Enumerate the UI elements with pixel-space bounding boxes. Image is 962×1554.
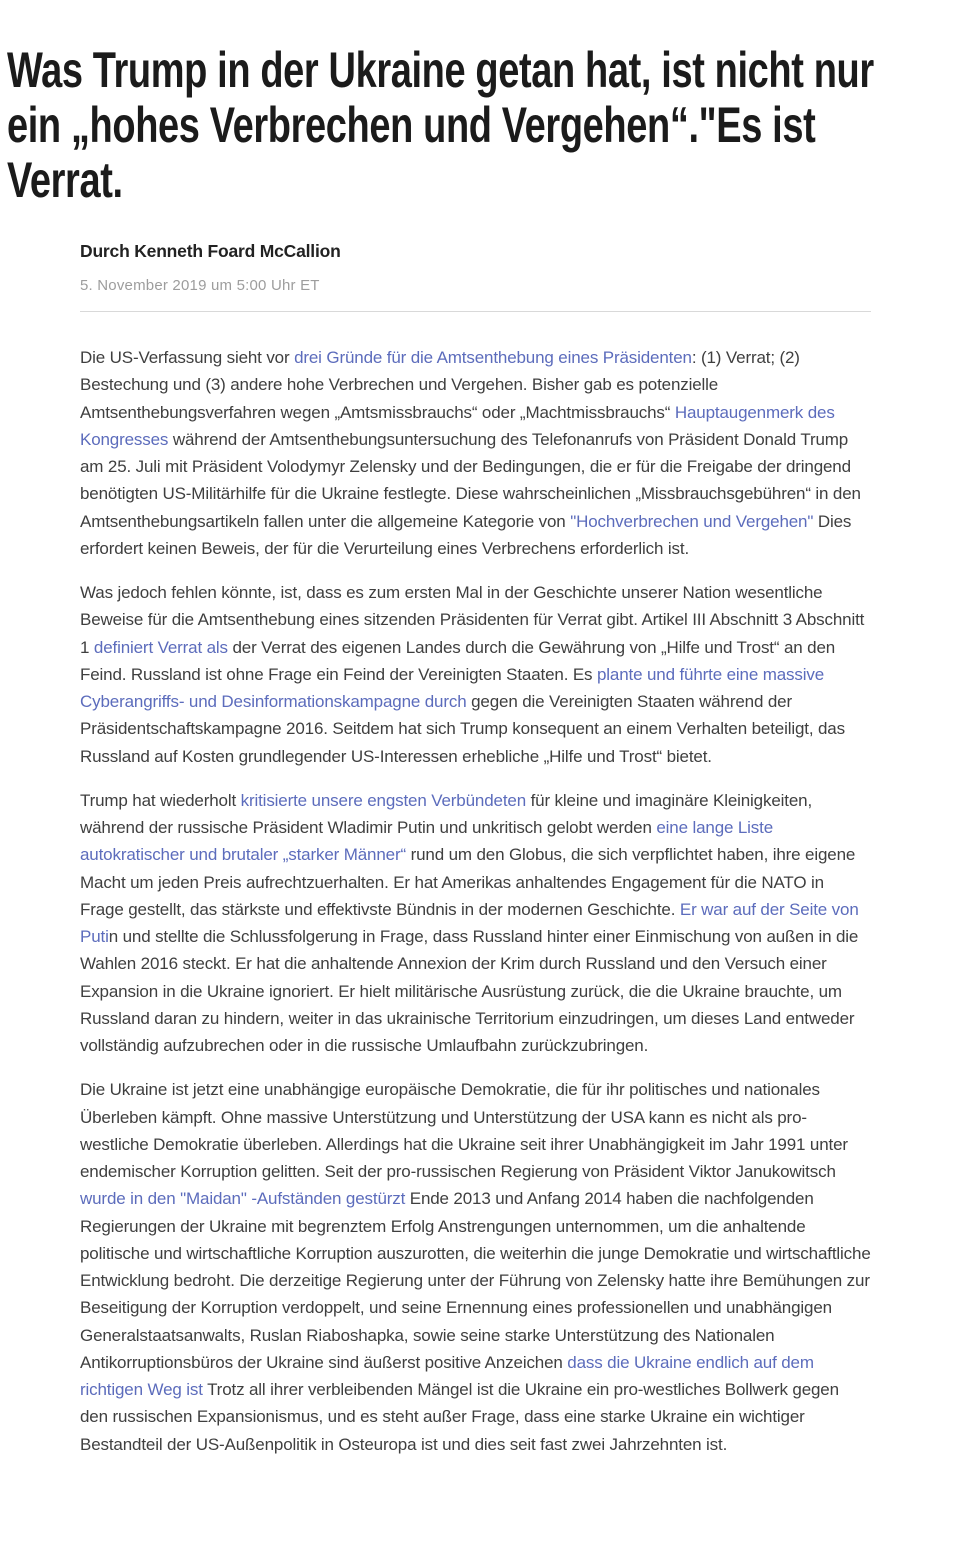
paragraph-text: n und stellte die Schlussfolgerung in Frage, dass Russland hinter einer Einmischung von außen in die Wahlen 2016 steckt. Er hat die anhaltende Annexion der Krim durch Russland und den Versuch einer Expansion in die Ukraine ignoriert. Er hielt militärische Ausrüstung zurück, die die Ukraine brauchte, um Russland daran zu hindern, weiter in das ukrainische Territorium einzudringen, um dieses Land entweder vollständig aufzubrechen oder in die russische Umlaufbahn zurückzubringen. xyxy=(80,927,859,1055)
page-title xyxy=(0,34,962,208)
byline: Durch Kenneth Foard McCallion xyxy=(80,241,341,261)
paragraph-text: Ende 2013 und Anfang 2014 haben die nachfolgenden Regierungen der Ukraine mit begrenztem Erfolg Anstrengungen unternommen, um die anhaltende politische und wirtschaftliche Korruption auszurotten, die weiterhin die junge Demokratie und wirtschaftliche Entwicklung bedroht. Die derzeitige Regierung unter der Führung von Zelensky hatte ihre Bemühungen zur Beseitigung der Korruption verdoppelt, und seine Ernennung eines professionellen und unabhängigen Generalstaatsanwalts, Ruslan Riaboshapka, sowie seine starke Unterstützung des Nationalen Antikorruptionsbüros der Ukraine sind äußerst positive Anzeichen xyxy=(80,1189,871,1372)
inline-link[interactable]: definiert Verrat als xyxy=(93,637,228,657)
inline-link[interactable]: dass die Ukraine endlich auf dem richtigen Weg ist xyxy=(80,1352,814,1399)
paragraph xyxy=(80,1076,871,1458)
inline-link[interactable]: Hauptaugenmerk des Kongresses xyxy=(80,402,835,449)
paragraph-text: Die US-Verfassung sieht vor xyxy=(80,348,295,367)
paragraph-text: der Verrat des eigenen Landes durch die Gewährung von „Hilfe und Trost“ an den Feind. Russland ist ohne Frage ein Feind der Vereinigten Staaten. Es xyxy=(80,637,836,684)
inline-link[interactable]: kritisierte unsere engsten Verbündeten xyxy=(240,790,527,810)
paragraph-text: Die Ukraine ist jetzt eine unabhängige europäische Demokratie, die für ihr politisches und nationales Überleben kämpft. Ohne massive Unterstützung und Unterstützung der USA kann es nicht als pro-westliche Demokratie überleben. Allerdings hat die Ukraine seit ihrer Unabhängigkeit im Jahr 1991 unter endemischer Korruption gelitten. Seit der pro-russischen Regierung von Präsident Viktor Janukowitsch xyxy=(80,1080,848,1181)
inline-link[interactable]: plante und führte eine massive Cyberangriffs- und Desinformationskampagne durch xyxy=(80,664,825,711)
article-body xyxy=(80,344,871,1458)
inline-link[interactable]: "Hochverbrechen und Vergehen" xyxy=(570,511,814,531)
headline-line-1: Was Trump in der Ukraine getan hat, ist nicht nur xyxy=(7,41,874,98)
inline-link[interactable]: eine lange Liste autokratischer und brutaler „starker Männer“ xyxy=(80,818,774,865)
inline-link[interactable]: drei Gründe für die Amtsenthebung eines Präsidenten xyxy=(294,348,692,367)
paragraph-text: Dies erfordert keinen Beweis, der für die Verurteilung eines Verbrechens erforderlich ist. xyxy=(80,511,852,558)
article-meta xyxy=(80,241,871,312)
paragraph-text: während der Amtsenthebungsuntersuchung des Telefonanrufs von Präsident Donald Trump am 25. Juli mit Präsident Volodymyr Zelensky und der Bedingungen, die er für die Freigabe der dringend benötigten US-Militärhilfe für die Ukraine festlegte. Diese wahrscheinlichen „Missbrauchsgebühren“ in den Amtsenthebungsartikeln fallen unter die allgemeine Kategorie von xyxy=(80,429,861,531)
paragraph-text: für kleine und imaginäre Kleinigkeiten, während der russische Präsident Wladimir Putin und unkritisch gelobt werden xyxy=(80,790,813,837)
inline-link[interactable]: Er war auf der Seite von Puti xyxy=(80,899,859,946)
inline-link[interactable]: wurde in den "Maidan" -Aufständen gestürzt xyxy=(80,1189,406,1209)
paragraph-text: gegen die Vereinigten Staaten während der Präsidentschaftskampagne 2016. Seitdem hat sich Trump konsequent an einem Verhalten beteiligt, das Russland auf Kosten grundlegender US-Interessen erhebliche „Hilfe und Trost“ bietet. xyxy=(80,692,845,766)
paragraph-text: rund um den Globus, die sich verpflichtet haben, ihre eigene Macht um jeden Preis aufrechtzuerhalten. Er hat Amerikas anhaltendes Engagement für die NATO in Frage gestellt, das stärkste und effektivste Bündnis in der modernen Geschichte. xyxy=(80,845,856,919)
article xyxy=(0,34,962,1458)
paragraph-text: Was jedoch fehlen könnte, ist, dass es zum ersten Mal in der Geschichte unserer Nation wesentliche Beweise für die Amtsenthebung eines sitzenden Präsidenten für Verrat gibt. Artikel III Abschnitt 3 Abschnitt 1 xyxy=(80,583,865,657)
paragraph-text: Trump hat wiederholt xyxy=(80,790,241,810)
headline-line-3: Verrat. xyxy=(7,151,123,208)
headline-line-2: ein „hohes Verbrechen und Vergehen“."Es ist xyxy=(7,96,816,153)
paragraph-text: Trotz all ihrer verbleibenden Mängel ist die Ukraine ein pro-westliches Bollwerk gegen den russischen Expansionismus, und es steht außer Frage, dass eine starke Ukraine ein wichtiger Bestandteil der US-Außenpolitik in Osteuropa ist und dies seit fast zwei Jahrzehnten ist. xyxy=(80,1380,839,1454)
publish-date: 5. November 2019 um 5:00 Uhr ET xyxy=(80,277,320,294)
paragraph-text: : (1) Verrat; (2) Bestechung und (3) andere hohe Verbrechen und Vergehen. Bisher gab es potenzielle Amtsenthebungsverfahren wegen „Amtsmissbrauchs“ oder „Machtmissbrauchs“ xyxy=(80,348,800,422)
paragraph xyxy=(80,787,871,1060)
paragraph xyxy=(80,579,871,770)
paragraph xyxy=(80,344,871,562)
divider xyxy=(80,311,871,312)
